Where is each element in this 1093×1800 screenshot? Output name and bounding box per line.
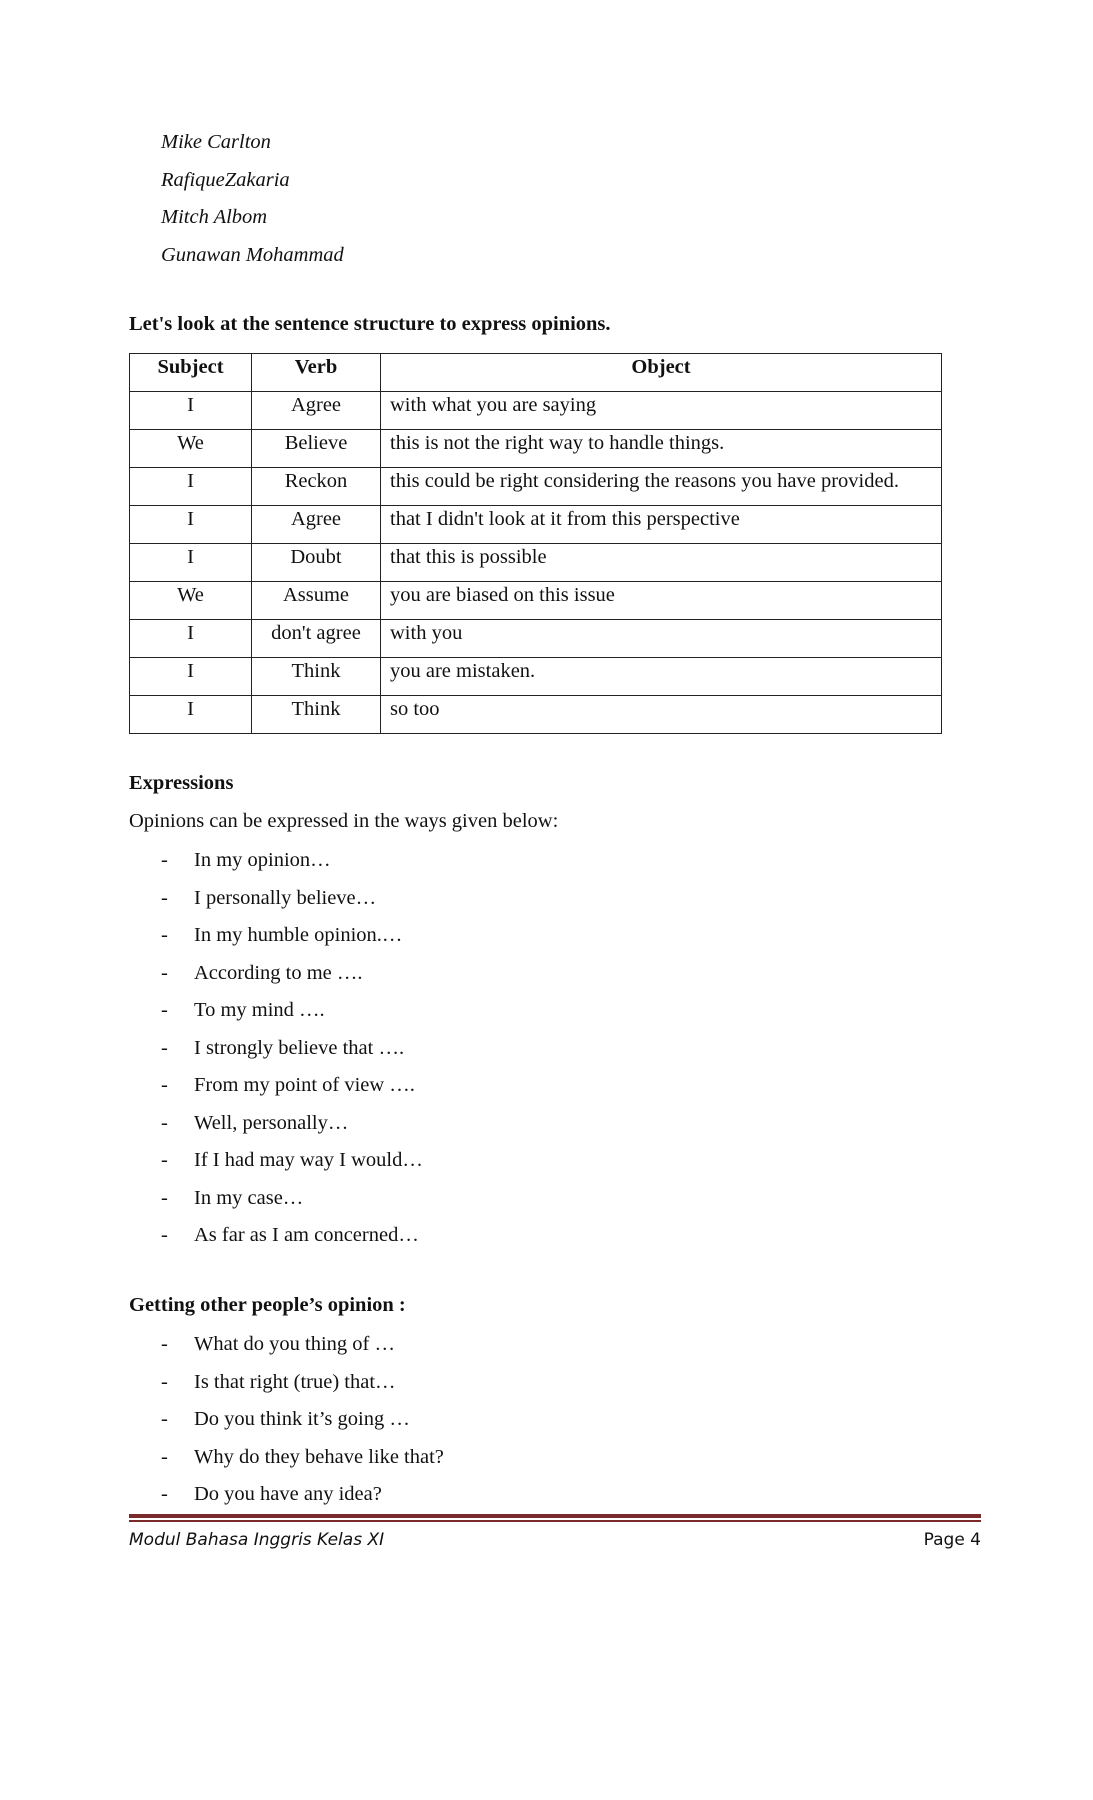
list-item <box>161 1142 423 1180</box>
table-row <box>130 430 942 468</box>
verb-cell: Agree <box>252 506 381 544</box>
table-row <box>130 658 942 696</box>
list-item-text: What do you thing of … <box>194 1333 395 1355</box>
list-item <box>161 1105 423 1143</box>
object-cell: you are mistaken. <box>381 658 942 696</box>
list-item-text: Well, personally… <box>194 1111 349 1134</box>
subject-cell: We <box>130 430 252 468</box>
verb-cell: Reckon <box>252 468 381 506</box>
bullet-dash: - <box>161 1111 168 1134</box>
subject-cell: I <box>130 468 252 506</box>
column-header-subject: Subject <box>130 354 252 392</box>
list-item-text: I strongly believe that …. <box>194 1036 405 1059</box>
object-cell: with what you are saying <box>381 392 942 430</box>
object-cell: that this is possible <box>381 544 942 582</box>
bullet-dash: - <box>161 1186 168 1209</box>
bullet-dash: - <box>161 1149 168 1171</box>
list-item <box>161 880 423 918</box>
verb-cell: Doubt <box>252 544 381 582</box>
column-header-object: Object <box>381 354 942 392</box>
list-item <box>161 955 423 993</box>
list-item-text: From my point of view …. <box>194 1074 415 1096</box>
table-row <box>130 620 942 658</box>
subject-cell: I <box>130 696 252 734</box>
opinion-structure-table <box>129 353 942 734</box>
subject-cell: I <box>130 392 252 430</box>
subject-cell: We <box>130 582 252 620</box>
bullet-dash: - <box>161 1074 168 1096</box>
list-item <box>161 1364 444 1402</box>
footer-rule-thick <box>129 1514 981 1518</box>
footer-module-title: Modul Bahasa Inggris Kelas XI <box>129 1530 385 1550</box>
list-item-text: Why do they behave like that? <box>194 1445 444 1468</box>
list-item <box>161 1030 423 1068</box>
table-row <box>130 392 942 430</box>
list-item-text: In my humble opinion.… <box>194 924 403 946</box>
list-item <box>161 1180 423 1218</box>
bullet-dash: - <box>161 961 168 984</box>
list-item-text: To my mind …. <box>194 999 325 1021</box>
object-cell: you are biased on this issue <box>381 582 942 620</box>
author-name: RafiqueZakaria <box>161 168 290 191</box>
subject-cell: I <box>130 658 252 696</box>
expressions-heading: Expressions <box>129 772 234 794</box>
list-item <box>161 1439 444 1477</box>
list-item-text: Do you have any idea? <box>194 1483 382 1505</box>
author-name: Mitch Albom <box>161 206 268 228</box>
expressions-intro: Opinions can be expressed in the ways given below: <box>129 810 559 832</box>
object-cell: this is not the right way to handle things. <box>381 430 942 468</box>
bullet-dash: - <box>161 886 168 909</box>
bullet-dash: - <box>161 1408 168 1430</box>
table-header-row <box>130 354 942 392</box>
list-item-text: Do you think it’s going … <box>194 1408 410 1430</box>
column-header-verb: Verb <box>252 354 381 392</box>
bullet-dash: - <box>161 1036 168 1059</box>
author-name: Gunawan Mohammad <box>161 243 344 266</box>
bullet-dash: - <box>161 1333 168 1355</box>
list-item <box>161 1217 423 1255</box>
bullet-dash: - <box>161 999 168 1021</box>
object-cell: that I didn't look at it from this perspective <box>381 506 942 544</box>
list-item-text: Is that right (true) that… <box>194 1370 396 1393</box>
author-names-list <box>161 124 344 274</box>
list-item <box>161 842 423 880</box>
list-item-text: In my case… <box>194 1186 304 1209</box>
verb-cell: Think <box>252 696 381 734</box>
bullet-dash: - <box>161 1483 168 1505</box>
table-row <box>130 544 942 582</box>
subject-cell: I <box>130 506 252 544</box>
verb-cell: don't agree <box>252 620 381 658</box>
verb-cell: Think <box>252 658 381 696</box>
subject-cell: I <box>130 620 252 658</box>
verb-cell: Believe <box>252 430 381 468</box>
page-number: Page 4 <box>923 1530 981 1550</box>
subject-cell: I <box>130 544 252 582</box>
author-name: Mike Carlton <box>161 131 271 153</box>
bullet-dash: - <box>161 924 168 946</box>
getting-opinion-heading: Getting other people’s opinion : <box>129 1294 406 1316</box>
list-item-text: If I had may way I would… <box>194 1149 423 1171</box>
table-row <box>130 696 942 734</box>
getting-opinion-list <box>161 1326 444 1514</box>
list-item-text: In my opinion… <box>194 849 331 871</box>
bullet-dash: - <box>161 1370 168 1393</box>
list-item-text: As far as I am concerned… <box>194 1224 419 1246</box>
table-row <box>130 468 942 506</box>
bullet-dash: - <box>161 1445 168 1468</box>
verb-cell: Agree <box>252 392 381 430</box>
table-row <box>130 582 942 620</box>
list-item <box>161 1476 444 1514</box>
list-item-text: I personally believe… <box>194 886 377 909</box>
bullet-dash: - <box>161 849 168 871</box>
list-item <box>161 917 423 955</box>
structure-heading: Let's look at the sentence structure to express opinions. <box>129 313 611 335</box>
table-row <box>130 506 942 544</box>
verb-cell: Assume <box>252 582 381 620</box>
list-item-text: According to me …. <box>194 961 363 984</box>
list-item <box>161 1401 444 1439</box>
bullet-dash: - <box>161 1224 168 1246</box>
list-item <box>161 1067 423 1105</box>
object-cell: with you <box>381 620 942 658</box>
list-item <box>161 992 423 1030</box>
object-cell: this could be right considering the reasons you have provided. <box>381 468 942 506</box>
object-cell: so too <box>381 696 942 734</box>
expressions-list <box>161 842 423 1255</box>
footer-rule-thin <box>129 1520 981 1522</box>
list-item <box>161 1326 444 1364</box>
